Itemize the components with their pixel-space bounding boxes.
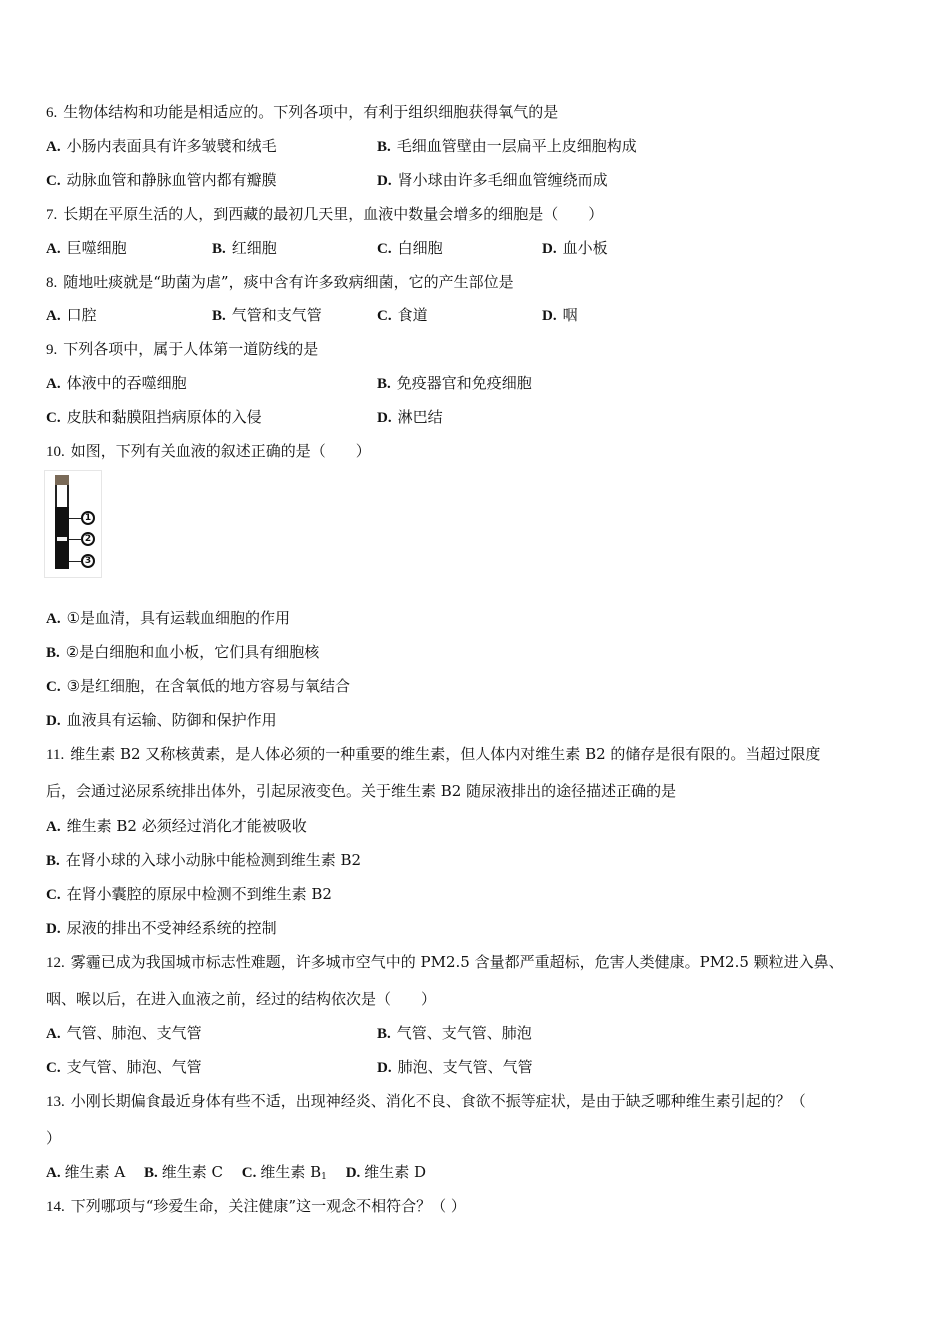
question-number: 8. [46, 275, 58, 291]
question-9-option-d[interactable]: D. 淋巴结 [377, 408, 443, 426]
question-10-option-c[interactable]: C. ③是红细胞，在含氧低的地方容易与氧结合 [46, 677, 351, 695]
question-11-option-a[interactable]: A. 维生素 B2 必须经过消化才能被吸收 [46, 817, 307, 835]
question-12-stem-line-2: 咽、喉以后，在进入血液之前，经过的结构依次是（ ） [46, 990, 437, 1008]
question-9-option-c[interactable]: C. 皮肤和黏膜阻挡病原体的入侵 [46, 408, 262, 426]
question-8-stem: 8. 随地吐痰就是“助菌为虐”，痰中含有许多致病细菌，它的产生部位是 [46, 273, 514, 291]
question-12-option-b[interactable]: B. 气管、支气管、肺泡 [377, 1024, 532, 1042]
question-10-option-b[interactable]: B. ②是白细胞和血小板，它们具有细胞核 [46, 643, 320, 661]
tube-cap [55, 475, 69, 485]
question-12-option-d[interactable]: D. 肺泡、支气管、气管 [377, 1058, 533, 1076]
question-number: 14. [46, 1199, 65, 1215]
question-9-stem: 9. 下列各项中，属于人体第一道防线的是 [46, 340, 319, 358]
question-12-option-a[interactable]: A. 气管、肺泡、支气管 [46, 1024, 202, 1042]
question-12-stem-line-1: 12. 雾霾已成为我国城市标志性难题，许多城市空气中的 PM2.5 含量都严重超标，危害人类健康。PM2.5 颗粒进入鼻、 [46, 953, 844, 971]
question-7-option-b[interactable]: B. 红细胞 [212, 239, 277, 257]
question-13-stem-line-2: ） [46, 1129, 62, 1147]
tube-layer-plasma [55, 507, 69, 537]
label-line-2 [69, 539, 81, 540]
question-7-option-d[interactable]: D. 血小板 [542, 239, 608, 257]
question-number: 13. [46, 1094, 65, 1110]
label-line-1 [69, 518, 81, 519]
question-13-options [46, 1162, 426, 1182]
question-6-option-b[interactable]: B. 毛细血管壁由一层扁平上皮细胞构成 [377, 137, 637, 155]
question-7-option-c[interactable]: C. 白细胞 [377, 239, 443, 257]
tube-layer-red-cells [55, 541, 69, 569]
blood-tube-figure [44, 470, 102, 578]
question-11-stem-line-2: 后，会通过泌尿系统排出体外，引起尿液变色。关于维生素 B2 随尿液排出的途径描述正确的是 [46, 782, 677, 800]
question-10-stem: 10. 如图，下列有关血液的叙述正确的是（ ） [46, 442, 371, 460]
question-13-option-c[interactable]: C. 维生素 $B_1$ [241, 1163, 327, 1182]
question-11-option-b[interactable]: B. 在肾小球的入球小动脉中能检测到维生素 B2 [46, 851, 362, 869]
question-13-option-d[interactable]: D. 维生素 D [345, 1163, 427, 1181]
question-6-option-d[interactable]: D. 肾小球由许多毛细血管缠绕而成 [377, 171, 608, 189]
question-6-option-c[interactable]: C. 动脉血管和静脉血管内都有瓣膜 [46, 171, 277, 189]
question-number: 9. [46, 342, 58, 358]
circled-label-1: 1 [81, 511, 95, 525]
question-12-option-c[interactable]: C. 支气管、肺泡、气管 [46, 1058, 202, 1076]
question-10-option-d[interactable]: D. 血液具有运输、防御和保护作用 [46, 711, 277, 729]
question-8-option-c[interactable]: C. 食道 [377, 306, 428, 324]
question-number: 7. [46, 207, 58, 223]
question-number: 6. [46, 105, 58, 121]
question-8-option-d[interactable]: D. 咽 [542, 306, 578, 324]
question-8-option-a[interactable]: A. 口腔 [46, 306, 97, 324]
question-13-option-b[interactable]: B. 维生素 C [143, 1163, 223, 1181]
question-10-option-a[interactable]: A. ①是血清，具有运载血细胞的作用 [46, 609, 291, 627]
tube-empty-section [55, 485, 69, 507]
question-14-stem: 14. 下列哪项与“珍爱生命，关注健康”这一观念不相符合？（ ） [46, 1197, 466, 1215]
question-11-option-d[interactable]: D. 尿液的排出不受神经系统的控制 [46, 919, 277, 937]
question-number: 11. [46, 747, 65, 763]
question-8-option-b[interactable]: B. 气管和支气管 [212, 306, 322, 324]
question-11-stem-line-1: 11. 维生素 B2 又称核黄素，是人体必须的一种重要的维生素，但人体内对维生素 B2 的储存是很有限的。当超过限度 [46, 745, 821, 763]
question-7-stem: 7. 长期在平原生活的人，到西藏的最初几天里，血液中数量会增多的细胞是（ ） [46, 205, 604, 223]
question-6-option-a[interactable]: A. 小肠内表面具有许多皱襞和绒毛 [46, 137, 277, 155]
question-number: 12. [46, 955, 65, 971]
label-line-3 [69, 561, 81, 562]
question-6-stem: 6. 生物体结构和功能是相适应的。下列各项中，有利于组织细胞获得氧气的是 [46, 103, 559, 121]
circled-label-3: 3 [81, 554, 95, 568]
question-9-option-a[interactable]: A. 体液中的吞噬细胞 [46, 374, 187, 392]
circled-label-2: 2 [81, 532, 95, 546]
question-11-option-c[interactable]: C. 在肾小囊腔的原尿中检测不到维生素 B2 [46, 885, 332, 903]
question-9-option-b[interactable]: B. 免疫器官和免疫细胞 [377, 374, 532, 392]
question-13-option-a[interactable]: A. 维生素 A [46, 1163, 126, 1181]
question-13-stem-line-1: 13. 小刚长期偏食最近身体有些不适，出现神经炎、消化不良、食欲不振等症状，是由于缺乏哪种维生素引起的？（ [46, 1092, 806, 1110]
question-number: 10. [46, 444, 65, 460]
question-7-option-a[interactable]: A. 巨噬细胞 [46, 239, 127, 257]
